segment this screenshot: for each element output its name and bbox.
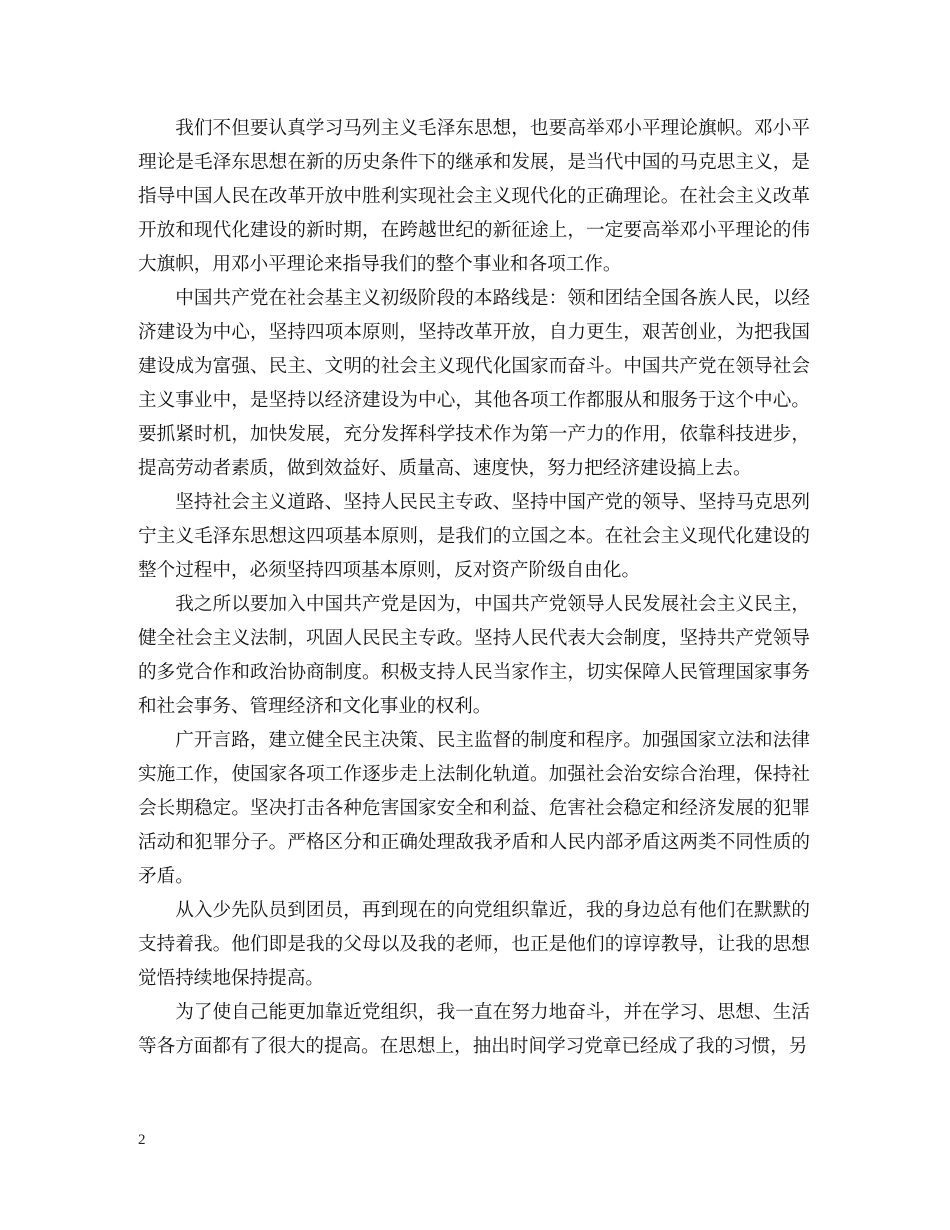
paragraph-5: 广开言路，建立健全民主决策、民主监督的制度和程序。加强国家立法和法律实施工作，使国家各项工作逐步走上法制化轨道。加强社会治安综合治理，保持社会长期稳定。坚决打击各种危害国家安全和利益、危害社会稳定和经济发展的犯罪活动和犯罪分子。严格区分和正确处理敌我矛盾和人民内部矛盾这两类不同性质的矛盾。 [138, 730, 810, 887]
paragraph-7: 为了使自己能更加靠近党组织，我一直在努力地奋斗，并在学习、思想、生活等各方面都有了很大的提高。在思想上，抽出时间学习党章已经成了我的习惯，另 [138, 1002, 810, 1057]
page-number: 2 [138, 1132, 146, 1148]
paragraph-2: 中国共产党在社会基主义初级阶段的本路线是：领和团结全国各族人民，以经济建设为中心，坚持四项本原则，坚持改革开放，自力更生，艰苦创业，为把我国建设成为富强、民主、文明的社会主义现代化国家而奋斗。中国共产党在领导社会主义事业中，是坚持以经济建设为中心，其他各项工作都服从和服务于这个中心。要抓紧时机，加快发展，充分发挥科学技术作为第一产力的作用，依靠科技进步，提高劳动者素质，做到效益好、质量高、速度快，努力把经济建设搞上去。 [138, 288, 810, 479]
paragraph-1: 我们不但要认真学习马列主义毛泽东思想，也要高举邓小平理论旗帜。邓小平理论是毛泽东思想在新的历史条件下的继承和发展，是当代中国的马克思主义，是指导中国人民在改革开放中胜利实现社会主义现代化的正确理论。在社会主义改革开放和现代化建设的新时期，在跨越世纪的新征途上，一定要高举邓小平理论的伟大旗帜，用邓小平理论来指导我们的整个事业和各项工作。 [138, 118, 810, 275]
paragraph-3: 坚持社会主义道路、坚持人民民主专政、坚持中国产党的领导、坚持马克思列宁主义毛泽东思想这四项基本原则，是我们的立国之本。在社会主义现代化建设的整个过程中，必须坚持四项基本原则，反对资产阶级自由化。 [138, 492, 810, 581]
paragraph-4: 我之所以要加入中国共产党是因为，中国共产党领导人民发展社会主义民主，健全社会主义法制，巩固人民民主专政。坚持人民代表大会制度，坚持共产党领导的多党合作和政治协商制度。积极支持人民当家作主，切实保障人民管理国家事务和社会事务、管理经济和文化事业的权利。 [138, 594, 810, 717]
document-body [138, 112, 810, 1064]
paragraph-6: 从入少先队员到团员，再到现在的向党组织靠近，我的身边总有他们在默默的支持着我。他们即是我的父母以及我的老师，也正是他们的谆谆教导，让我的思想觉悟持续地保持提高。 [138, 900, 810, 989]
